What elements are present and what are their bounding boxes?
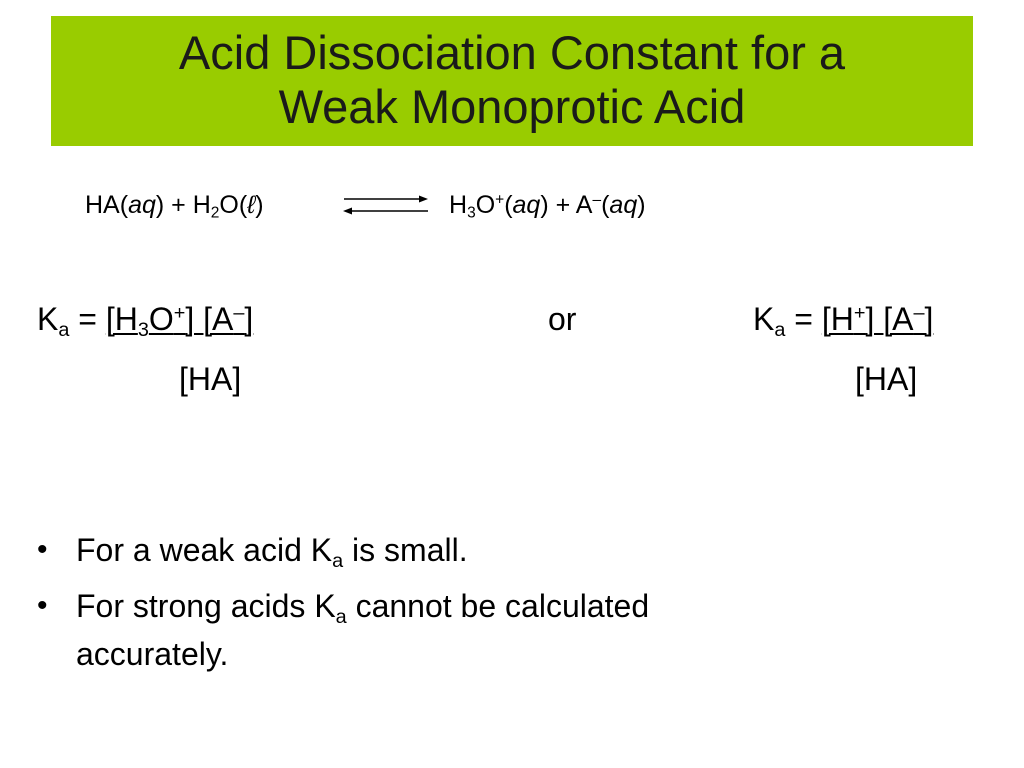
subscript: a [332,549,344,572]
equilibrium-arrows-icon [340,193,432,217]
bullet-dot-icon: • [37,589,48,622]
reactant-water: O( [219,191,248,219]
state-aq: aq [128,191,156,219]
charge-minus: – [913,302,925,325]
bullet-text: For a weak acid K [76,532,333,568]
equals-sign: = [785,301,822,337]
charge-plus: + [495,191,505,209]
bullet-text: For strong acids K [76,588,336,624]
numerator-part: ] [A [865,301,914,337]
reaction-reactants [85,190,264,220]
bullet-text: cannot be calculated [346,588,650,624]
or-text: or [548,301,577,337]
ka-symbol: K [753,301,775,337]
bullet-item-1 [76,527,468,573]
subscript: a [335,605,347,628]
numerator-part: ] [A [185,301,234,337]
product-o: O [475,191,496,219]
paren: ( [504,191,513,219]
bullet-item-2 [76,583,649,629]
subscript: 3 [467,204,476,222]
ka-symbol: K [37,301,59,337]
bullet-text: is small. [343,532,468,568]
equals-sign: = [69,301,106,337]
ka-left-denominator: [HA] [179,361,242,397]
subscript: a [58,318,70,341]
ka-right-numerator [822,301,934,337]
charge-plus: + [853,302,866,325]
ka-left-expression [37,300,254,341]
charge-plus: + [173,302,186,325]
reactant-plus-h: ) + H [155,191,211,219]
reaction-products [449,190,646,220]
charge-minus: – [592,191,602,209]
title-banner [51,16,973,146]
numerator-part: [H [105,301,138,337]
paren: ( [601,191,610,219]
state-aq: aq [609,191,638,219]
subscript: 2 [210,204,220,222]
state-liquid: ℓ [247,191,256,219]
bullet-dot-icon: • [37,533,48,566]
numerator-part: [H [821,301,854,337]
product-h: H [449,191,468,219]
ka-right-expression [753,300,934,341]
paren: ) [637,191,646,219]
numerator-part: ] [924,301,934,337]
paren: ) [255,191,264,219]
ka-right-denominator: [HA] [855,361,918,397]
numerator-part: ] [244,301,254,337]
reactant-ha: HA( [85,191,129,219]
bullet-item-2-continuation: accurately. [76,636,229,672]
charge-minus: – [233,302,245,325]
product-plus-a: ) + A [540,191,593,219]
slide-title-line-1: Acid Dissociation Constant for a [178,26,846,79]
numerator-part: O [148,301,174,337]
ka-left-numerator [105,301,254,341]
slide-title-line-2: Weak Monoprotic Acid [278,80,746,133]
subscript: 3 [137,318,149,341]
subscript: a [774,318,786,341]
state-aq: aq [512,191,541,219]
